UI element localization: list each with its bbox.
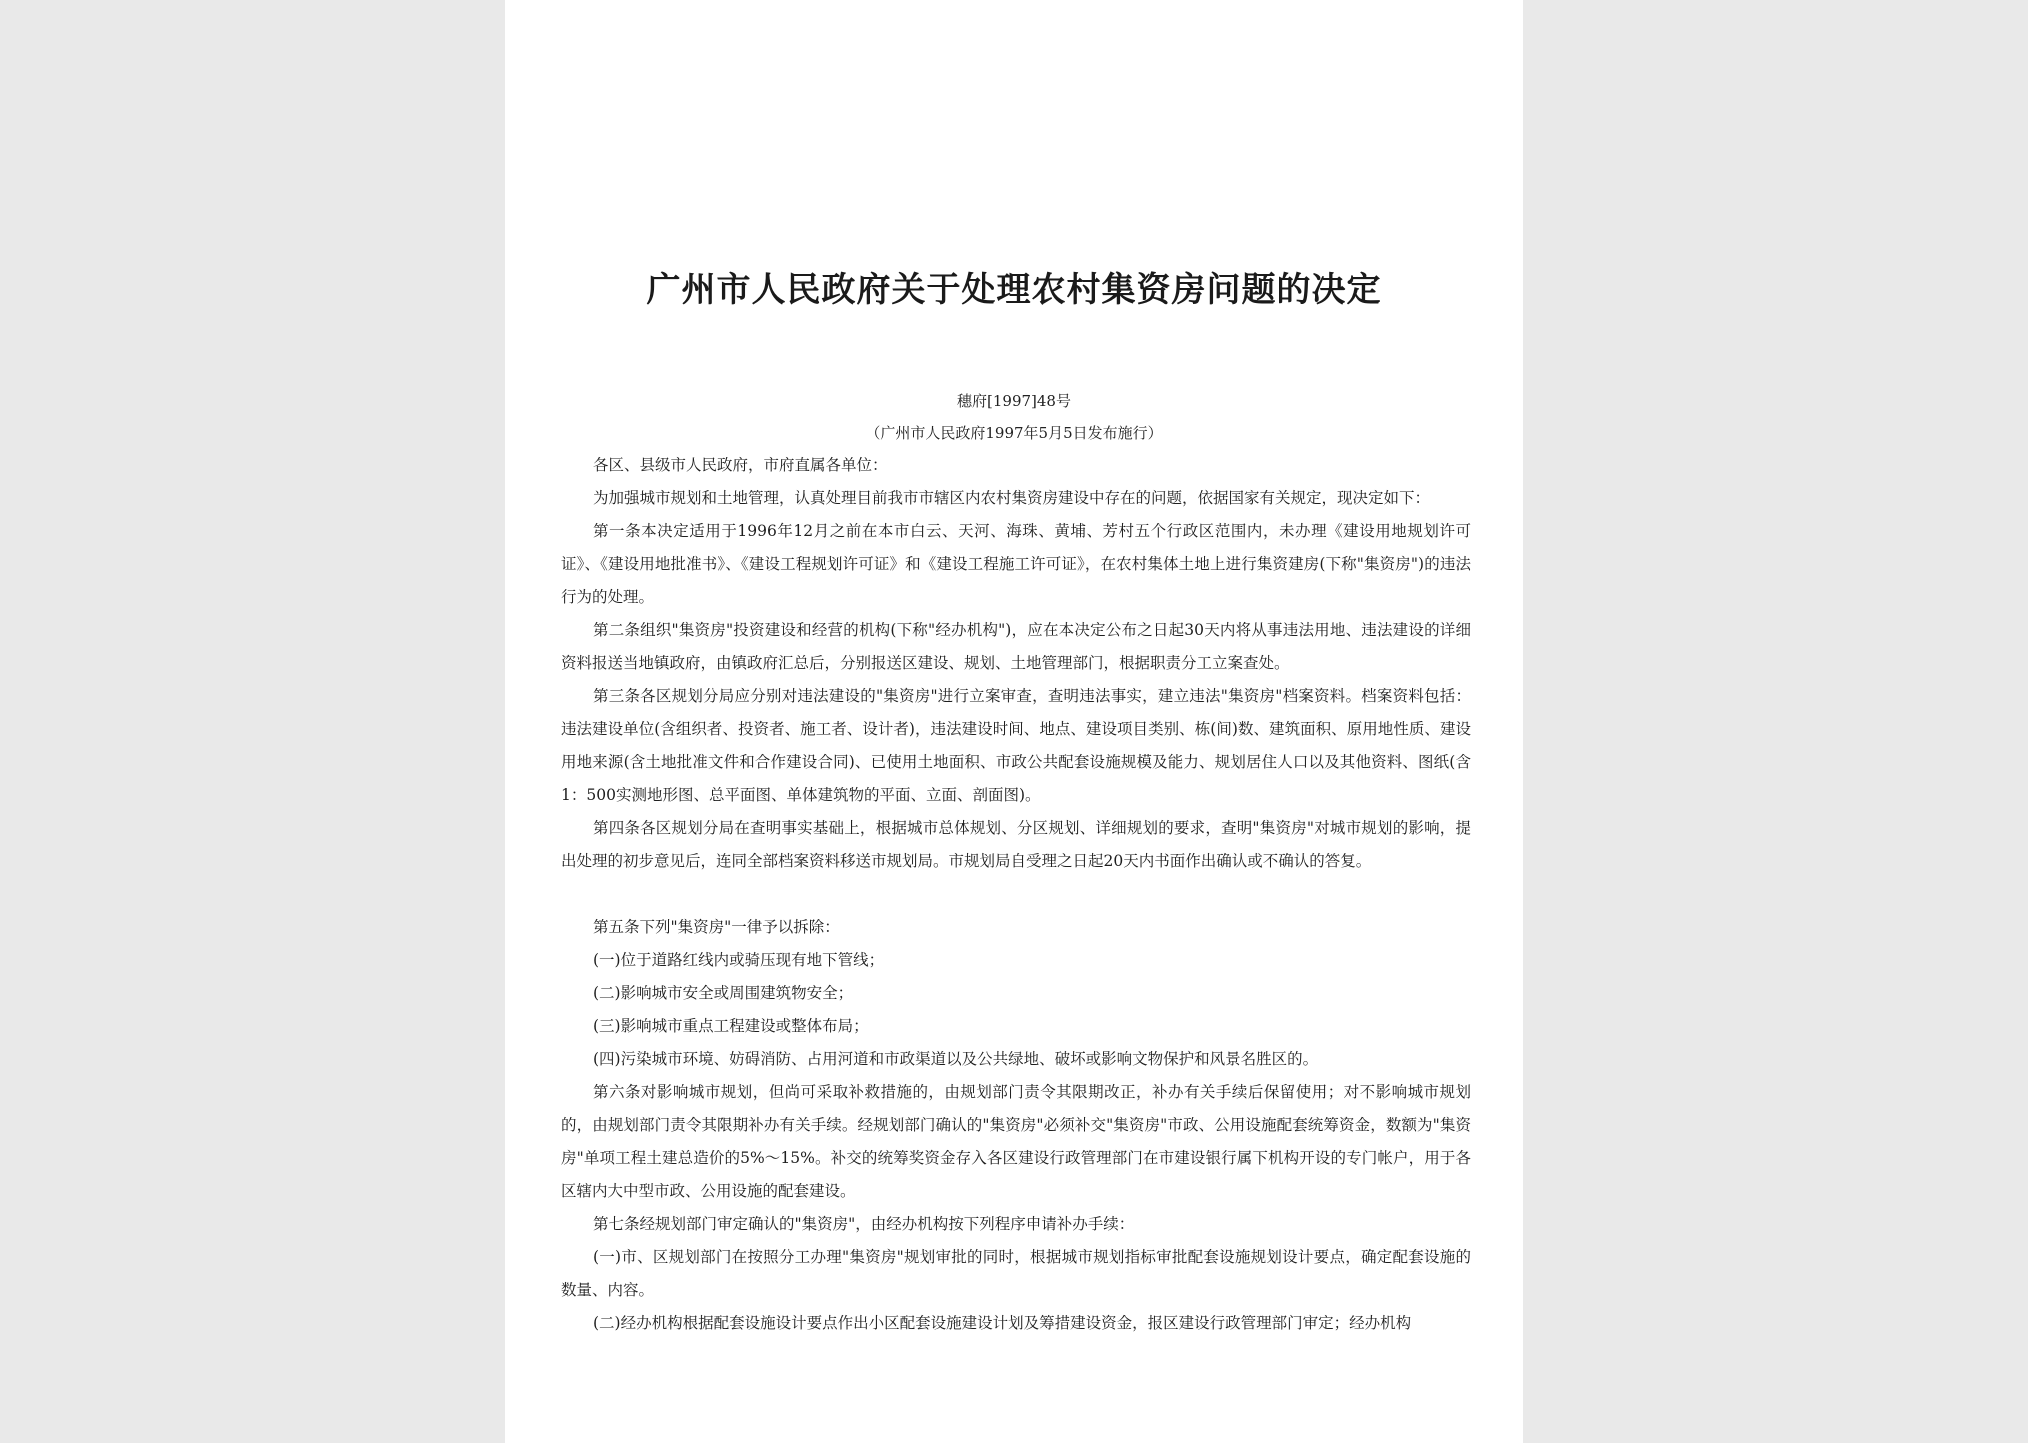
paragraph-article-4: 第四条各区规划分局在查明事实基础上，根据城市总体规划、分区规划、详细规划的要求，查明"集资房"对城市规划的影响，提出处理的初步意见后，连同全部档案资料移送市规划局。市规划局自受理之日起20天内书面作出确认或不确认的答复。 [561, 819, 1471, 870]
paragraph-article-3: 第三条各区规划分局应分别对违法建设的"集资房"进行立案审查，查明违法事实，建立违法"集资房"档案资料。档案资料包括：违法建设单位(含组织者、投资者、施工者、设计者)，违法建设时间、地点、建设项目类别、栋(间)数、建筑面积、原用地性质、建设用地来源(含土地批准文件和合作建设合同)、已使用土地面积、市政公共配套设施规模及能力、规划居住人口以及其他资料、图纸(含1：500实测地形图、总平面图、单体建筑物的平面、立面、剖面图)。 [561, 687, 1471, 804]
document-page [505, 0, 1523, 1443]
document-title: 广州市人民政府关于处理农村集资房问题的决定 [646, 270, 1382, 310]
paragraph-salutation: 各区、县级市人民政府，市府直属各单位： [593, 456, 888, 474]
paragraph-article-7-item-1: (一)市、区规划部门在按照分工办理"集资房"规划审批的同时，根据城市规划指标审批配套设施规划设计要点，确定配套设施的数量、内容。 [561, 1248, 1471, 1299]
paragraph-article-5-item-4: (四)污染城市环境、妨碍消防、占用河道和市政渠道以及公共绿地、破坏或影响文物保护和风景名胜区的。 [593, 1050, 1319, 1068]
paragraph-article-5-item-1: (一)位于道路红线内或骑压现有地下管线； [593, 951, 885, 969]
paragraph-preamble: 为加强城市规划和土地管理，认真处理目前我市市辖区内农村集资房建设中存在的问题，依据国家有关规定，现决定如下： [593, 489, 1431, 507]
paragraph-article-7-item-2: (二)经办机构根据配套设施设计要点作出小区配套设施建设计划及筹措建设资金，报区建设行政管理部门审定；经办机构 [593, 1314, 1412, 1332]
paragraph-article-1: 第一条本决定适用于1996年12月之前在本市白云、天河、海珠、黄埔、芳村五个行政区范围内，未办理《建设用地规划许可证》、《建设用地批准书》、《建设工程规划许可证》和《建设工程施工许可证》，在农村集体土地上进行集资建房(下称"集资房")的违法行为的处理。 [561, 522, 1471, 606]
document-body [561, 449, 1471, 1340]
document-number: 穗府[1997]48号 [957, 392, 1071, 410]
paragraph-article-5-item-2: (二)影响城市安全或周围建筑物安全； [593, 984, 854, 1002]
paragraph-article-7: 第七条经规划部门审定确认的"集资房"，由经办机构按下列程序申请补办手续： [593, 1215, 1135, 1233]
paragraph-article-5: 第五条下列"集资房"一律予以拆除： [593, 918, 840, 936]
paragraph-article-2: 第二条组织"集资房"投资建设和经营的机构(下称"经办机构")，应在本决定公布之日起30天内将从事违法用地、违法建设的详细资料报送当地镇政府，由镇政府汇总后，分别报送区建设、规划、土地管理部门，根据职责分工立案查处。 [561, 621, 1471, 672]
paragraph-article-5-item-3: (三)影响城市重点工程建设或整体布局； [593, 1017, 869, 1035]
publication-note: （广州市人民政府1997年5月5日发布施行） [865, 424, 1163, 442]
paragraph-article-6: 第六条对影响城市规划，但尚可采取补救措施的，由规划部门责令其限期改正，补办有关手续后保留使用；对不影响城市规划的，由规划部门责令其限期补办有关手续。经规划部门确认的"集资房"必须补交"集资房"市政、公用设施配套统筹资金，数额为"集资房"单项工程土建总造价的5%～15%。补交的统筹奖资金存入各区建设行政管理部门在市建设银行属下机构开设的专门帐户，用于各区辖内大中型市政、公用设施的配套建设。 [561, 1083, 1471, 1200]
